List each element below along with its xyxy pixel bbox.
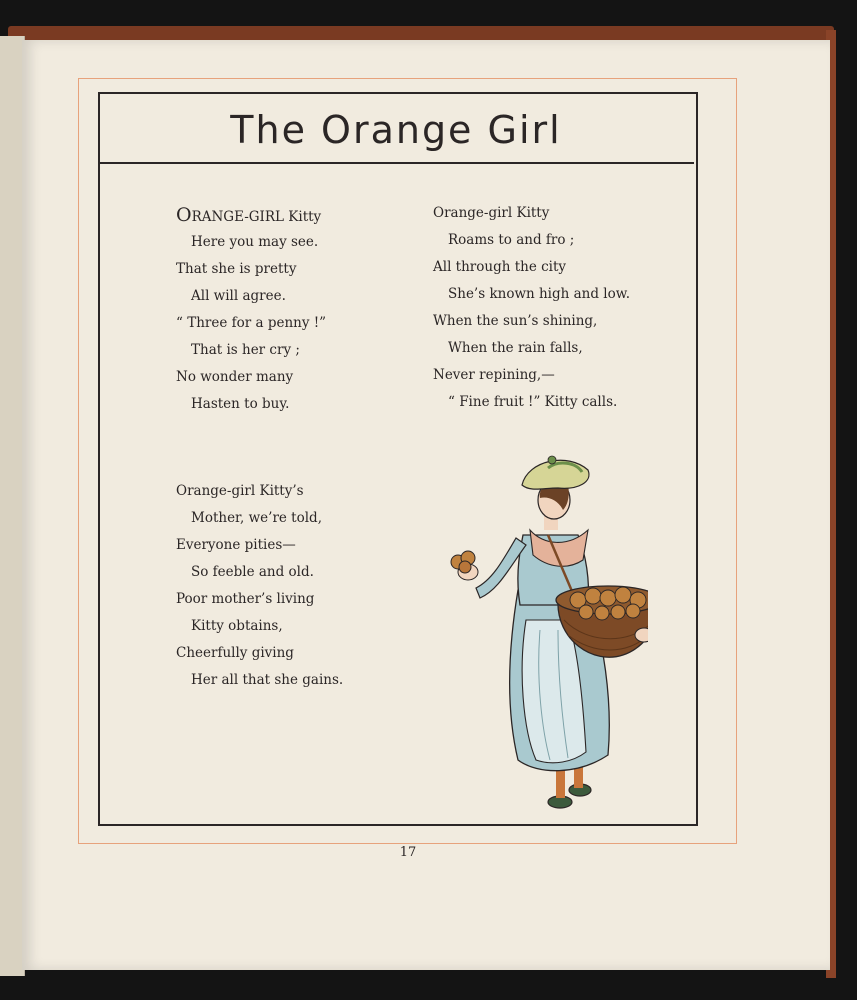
poem-line: Everyone pities— [176, 537, 296, 553]
first-word-caps: RANGE-GIRL [191, 209, 285, 225]
poem-line: Here you may see. [191, 234, 319, 250]
poem-line: “ Fine fruit !” Kitty calls. [448, 394, 618, 410]
poem-line: When the sun’s shining, [433, 313, 598, 329]
drop-letter: O [176, 204, 192, 226]
orange-girl-illustration [418, 430, 648, 810]
poem-line: Poor mother’s living [176, 591, 315, 607]
poem-line: Orange-girl Kitty’s [176, 483, 304, 499]
poem-line: She’s known high and low. [448, 286, 630, 302]
stanza-2 [433, 200, 630, 416]
poem-line: So feeble and old. [191, 564, 314, 580]
stanza-3 [176, 478, 343, 694]
poem-line: Roams to and fro ; [448, 232, 575, 248]
poem-line: Orange-girl Kitty [433, 205, 550, 221]
poem-line: Cheerfully giving [176, 645, 294, 661]
poem-line: Never repining,— [433, 367, 555, 383]
first-line-rest: Kitty [284, 209, 322, 225]
poem-line: Mother, we’re told, [191, 510, 322, 526]
poem-line: When the rain falls, [448, 340, 583, 356]
poem-line: Hasten to buy. [191, 396, 290, 412]
poem-line: All will agree. [191, 288, 286, 304]
poem-line: All through the city [433, 259, 567, 275]
poem-line: Her all that she gains. [191, 672, 344, 688]
poem-line: No wonder many [176, 369, 294, 385]
poem-line: That she is pretty [176, 261, 297, 277]
title-bar [98, 92, 694, 164]
stanza-1-first-line [176, 202, 326, 229]
stanza-1 [176, 202, 326, 418]
poem-line: That is her cry ; [191, 342, 300, 358]
page-number: 17 [399, 845, 417, 860]
page-title: The Orange Girl [230, 108, 562, 152]
poem-line: Kitty obtains, [191, 618, 283, 634]
poem-line: “ Three for a penny !” [176, 315, 327, 331]
